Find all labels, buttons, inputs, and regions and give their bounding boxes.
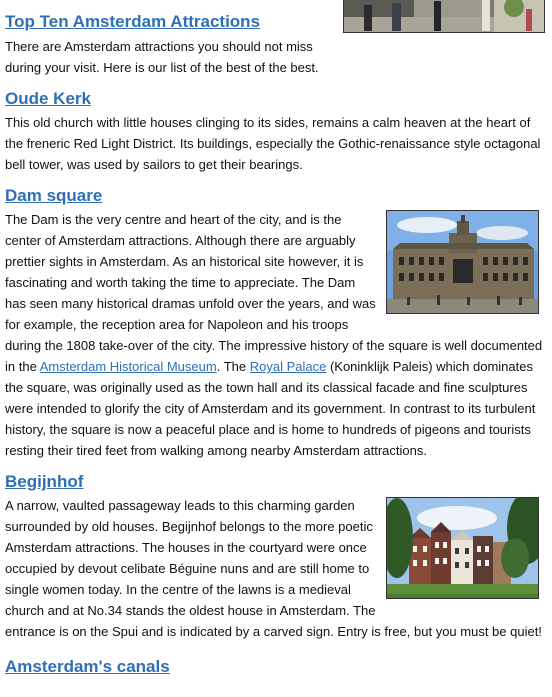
section-oude-kerk <box>5 88 545 175</box>
royal-palace-link[interactable]: Royal Palace <box>249 359 327 374</box>
section-heading[interactable]: Oude Kerk <box>5 89 91 108</box>
section-heading[interactable]: Dam square <box>5 186 103 205</box>
article <box>5 0 545 678</box>
dam-text-part-1: The Dam is the very centre and heart of the city, and is the center of Amsterdam attractions. Although there are arguably prettier sights in Amsterdam. As an historical site however, it is fascinating and worth taking the time to appreciate. The Dam has seen many historical dramas unfold over the years, and was for example, the reception area for Napoleon and his troops during the 1808 take-over of the city. The impressive history of the square is well documented in the <box>5 212 543 374</box>
dam-text-part-2: . The <box>216 359 250 374</box>
street-photo <box>343 0 545 33</box>
section-text: A narrow, vaulted passageway leads to this charming garden surrounded by old houses. Begijnhof belongs to the more poetic Amsterdam attractions. The houses in the courtyard were once occupied by devout celibate Béguine nuns and are still home to single women today. In the centre of the lawns is a medieval church and at No.34 stands the oldest house in Amsterdam. The entrance is on the Spui and is indicated by a carved sign. Entry is free, but you must be quiet! <box>5 498 542 639</box>
section-begijnhof <box>5 471 545 642</box>
dam-text-part-3: (Koninklijk Paleis) which dominates the square, was originally used as the town hall and its classical facade and fine sculptures were intended to glorify the city of Amsterdam and its government. In contrast to its turbulent history, the square is now a peaceful place and is home to hundreds of pigeons and tourists resting their tired feet from walking among nearby Amsterdam attractions. <box>5 359 536 458</box>
begijnhof-photo <box>386 497 539 599</box>
royal-palace-photo <box>386 210 539 314</box>
intro-section <box>5 0 545 78</box>
section-heading[interactable]: Begijnhof <box>5 472 84 491</box>
section-heading[interactable]: Amsterdam's canals <box>5 657 170 676</box>
page-title[interactable]: Top Ten Amsterdam Attractions <box>5 12 261 31</box>
section-text: This old church with little houses clinging to its sides, remains a calm heaven at the heart of the freneric Red Light District. Its buildings, especially the Gothic-renaissance style octagonal bell tower, was used by sailors to get their bearings. <box>5 115 541 172</box>
section-amsterdam-canals <box>5 656 545 678</box>
section-dam-square <box>5 185 545 461</box>
intro-text: There are Amsterdam attractions you should not miss during your visit. Here is our list of the best of the best. <box>5 39 319 75</box>
amsterdam-historical-museum-link[interactable]: Amsterdam Historical Museum <box>39 359 217 374</box>
